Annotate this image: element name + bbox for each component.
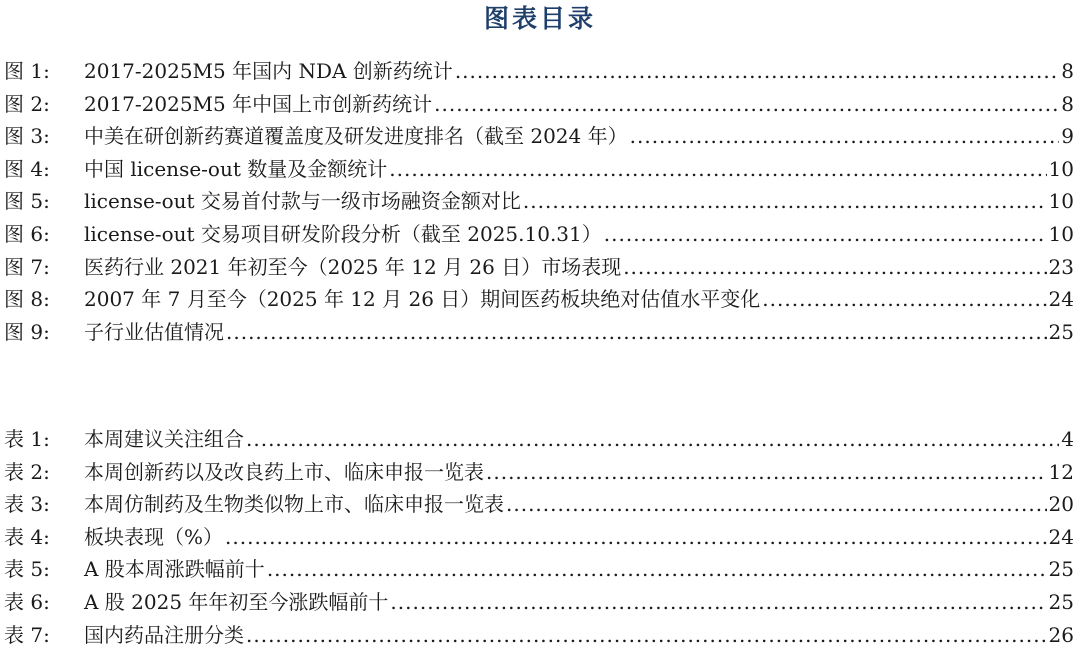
entry-title: license-out 交易首付款与一级市场融资金额对比 [84, 189, 521, 214]
entry-page-number: 8 [1061, 59, 1074, 83]
entry-page-number: 10 [1048, 189, 1074, 214]
entry-number: 表 2: [4, 459, 50, 484]
toc-entry-table-7[interactable] [0, 619, 1080, 652]
entry-page-number: 24 [1048, 524, 1074, 549]
dot-leader [390, 586, 1046, 619]
entry-title: 2007 年 7 月至今（2025 年 12 月 26 日）期间医药板块绝对估值水平变化 [84, 287, 761, 312]
dot-leader [226, 316, 1047, 349]
entry-number: 表 7: [4, 622, 50, 647]
figure-list [0, 55, 1080, 348]
entry-page-number: 20 [1048, 492, 1074, 517]
entry-title: A 股本周涨跌幅前十 [84, 557, 265, 582]
dot-leader [506, 488, 1047, 521]
toc-entry-figure-2[interactable] [0, 88, 1080, 121]
entry-page-number: 10 [1048, 221, 1074, 246]
entry-number: 图 9: [4, 319, 50, 344]
entry-number: 图 6: [4, 221, 50, 246]
entry-title: 2017-2025M5 年中国上市创新药统计 [84, 91, 433, 116]
entry-title: 2017-2025M5 年国内 NDA 创新药统计 [84, 59, 453, 83]
dot-leader [389, 153, 1046, 186]
toc-entry-figure-4[interactable] [0, 153, 1080, 186]
entry-page-number: 25 [1048, 319, 1074, 344]
entry-number: 图 1: [4, 59, 50, 83]
dot-leader [225, 521, 1047, 554]
toc-entry-figure-1[interactable] [0, 55, 1080, 88]
entry-title: 子行业估值情况 [84, 319, 224, 344]
dot-leader [523, 185, 1047, 218]
toc-entry-table-3[interactable] [0, 488, 1080, 521]
entry-title: 板块表现（%） [84, 524, 224, 549]
entry-number: 图 2: [4, 91, 50, 116]
dot-leader [486, 456, 1047, 489]
toc-entry-figure-5[interactable] [0, 185, 1080, 218]
entry-title: A 股 2025 年年初至今涨跌幅前十 [84, 589, 389, 614]
entry-number: 表 1: [4, 427, 50, 451]
entry-page-number: 23 [1048, 254, 1074, 279]
dot-leader [762, 283, 1046, 316]
toc-entry-table-4[interactable] [0, 521, 1080, 554]
entry-page-number: 26 [1048, 622, 1074, 647]
entry-number: 图 4: [4, 156, 50, 181]
dot-leader [434, 88, 1059, 121]
dot-leader [623, 251, 1046, 284]
entry-title: 本周创新药以及改良药上市、临床申报一览表 [84, 459, 484, 484]
entry-page-number: 8 [1061, 91, 1074, 116]
entry-title: 本周仿制药及生物类似物上市、临床申报一览表 [84, 492, 504, 517]
dot-leader [604, 218, 1047, 251]
toc-entry-table-6[interactable] [0, 586, 1080, 619]
entry-title: 医药行业 2021 年初至今（2025 年 12 月 26 日）市场表现 [84, 254, 622, 279]
dot-leader [246, 619, 1047, 652]
entry-number: 图 7: [4, 254, 50, 279]
toc-entry-table-2[interactable] [0, 456, 1080, 489]
entry-page-number: 25 [1048, 557, 1074, 582]
entry-page-number: 10 [1048, 156, 1074, 181]
entry-title: 中国 license-out 数量及金额统计 [84, 156, 388, 181]
dot-leader [455, 55, 1059, 88]
entry-title: 中美在研创新药赛道覆盖度及研发进度排名（截至 2024 年） [84, 124, 628, 149]
entry-title: 本周建议关注组合 [84, 427, 244, 451]
entry-page-number: 12 [1048, 459, 1074, 484]
toc-entry-table-1[interactable] [0, 423, 1080, 456]
toc-entry-figure-3[interactable] [0, 120, 1080, 153]
entry-number: 表 6: [4, 589, 50, 614]
page-title: 图表目录 [483, 4, 596, 33]
entry-number: 表 5: [4, 557, 50, 582]
dot-leader [630, 120, 1060, 153]
dot-leader [267, 553, 1047, 586]
entry-number: 表 3: [4, 492, 50, 517]
entry-title: license-out 交易项目研发阶段分析（截至 2025.10.31） [84, 221, 602, 246]
entry-number: 图 8: [4, 287, 50, 312]
toc-entry-table-5[interactable] [0, 553, 1080, 586]
toc-entry-figure-8[interactable] [0, 283, 1080, 316]
toc-entry-figure-9[interactable] [0, 316, 1080, 349]
dot-leader [246, 423, 1059, 456]
entry-page-number: 24 [1048, 287, 1074, 312]
entry-page-number: 4 [1061, 427, 1074, 451]
entry-title: 国内药品注册分类 [84, 622, 244, 647]
entry-number: 图 3: [4, 124, 50, 149]
entry-page-number: 9 [1061, 124, 1074, 149]
toc-entry-figure-7[interactable] [0, 251, 1080, 284]
entry-number: 表 4: [4, 524, 50, 549]
entry-number: 图 5: [4, 189, 50, 214]
table-list [0, 423, 1080, 651]
toc-entry-figure-6[interactable] [0, 218, 1080, 251]
entry-page-number: 25 [1048, 589, 1074, 614]
